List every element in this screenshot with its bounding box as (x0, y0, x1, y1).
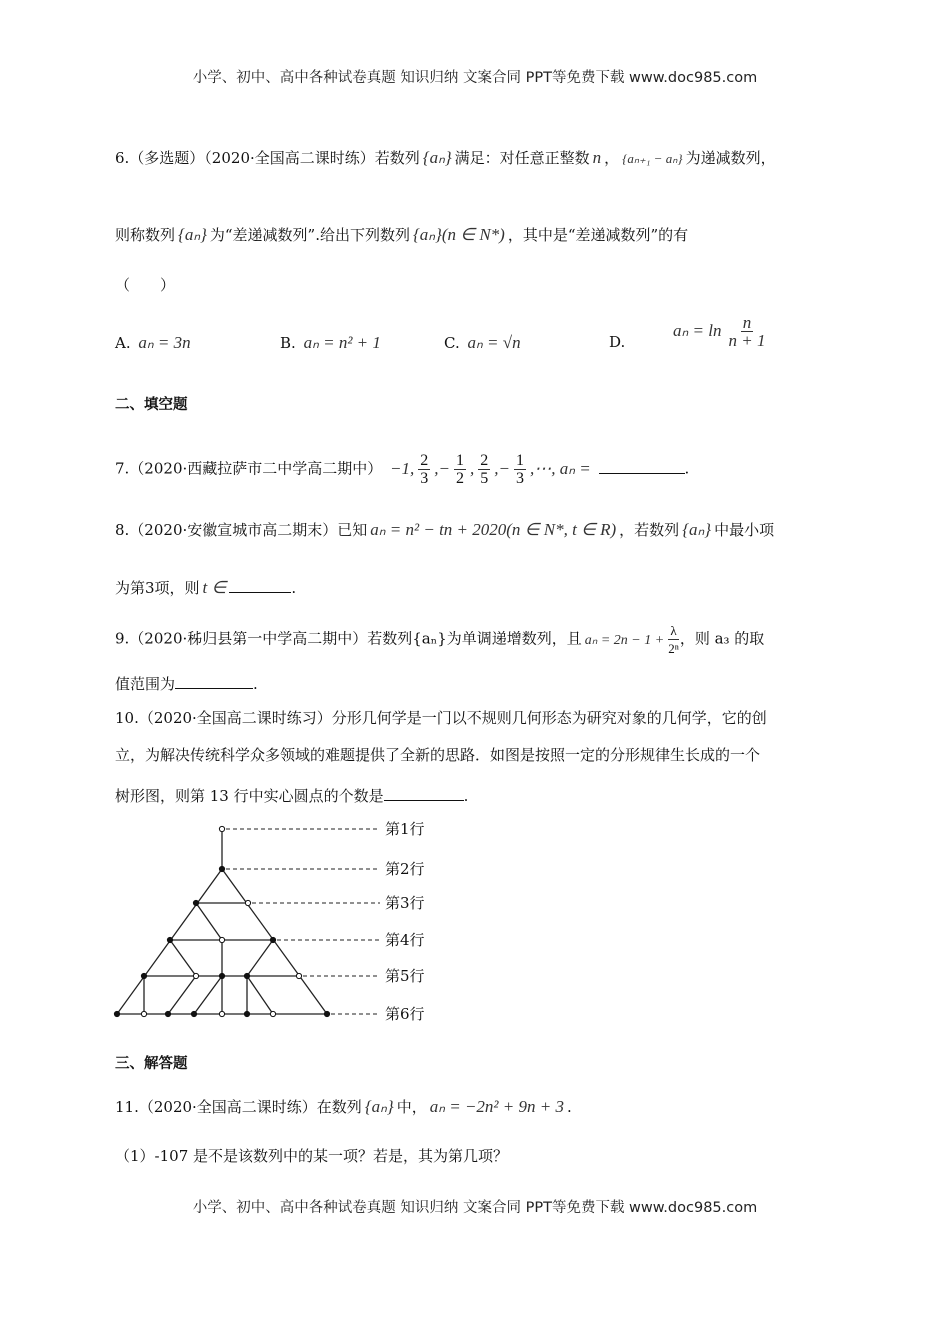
hollow-dot (296, 973, 301, 978)
hollow-dot (270, 1011, 275, 1016)
option-label: B. (280, 334, 296, 352)
hollow-dot (193, 973, 198, 978)
formula: aₙ = √n (467, 333, 521, 352)
solid-dot (114, 1011, 119, 1016)
formula: ,⋯, aₙ = (530, 458, 591, 478)
formula: aₙ = 2n − 1 + (584, 632, 665, 648)
text: 为第3项，则 (115, 579, 200, 597)
formula: t ∈ (202, 578, 227, 597)
hollow-dot (219, 1011, 224, 1016)
numerator: 2 (480, 452, 489, 469)
formula: aₙ = n² − tn + 2020(n ∈ N*, t ∈ R) (370, 520, 617, 539)
tree-edge (168, 976, 196, 1014)
numerator: 1 (456, 452, 465, 469)
hollow-dot (219, 826, 224, 831)
tree-edge (196, 903, 222, 940)
solid-dot (324, 1011, 329, 1016)
solid-dot (167, 937, 172, 942)
solid-dot (244, 1011, 249, 1016)
row-label: 第2行 (385, 860, 425, 878)
option-label: D. (609, 333, 626, 351)
text: ，若数列 (619, 521, 680, 539)
text: . (291, 579, 297, 597)
tree-edge (194, 976, 222, 1014)
solid-dot (193, 900, 198, 905)
text: 为递减数列， (685, 149, 776, 167)
tree-edge (247, 940, 273, 976)
text: . (566, 1098, 572, 1116)
text: 则称数列 (115, 226, 176, 244)
formula: {aₙ} (682, 520, 712, 539)
text: 为“差递减数列”.给出下列数列 (209, 226, 410, 244)
tree-edge (247, 976, 273, 1014)
formula: , (470, 458, 475, 478)
text: 树形图，则第 13 行中实心圆点的个数是 (115, 787, 384, 805)
q11-prefix: 11.（2020·全国高二课时练）在数列 (115, 1098, 362, 1116)
text: ， (604, 149, 620, 167)
formula: aₙ = −2n² + 9n + 3 (429, 1097, 564, 1116)
numerator: λ (670, 623, 677, 638)
formula: ,− (494, 458, 510, 478)
denominator: 5 (480, 470, 489, 487)
solid-dot (219, 973, 224, 978)
text: ，则 a₃ 的取 (679, 629, 765, 648)
solid-dot (270, 937, 275, 942)
formula: aₙ = 3n (138, 333, 191, 352)
text: . (684, 459, 690, 478)
formula: {aₙ}(n ∈ N*) (413, 225, 505, 244)
row-label: 第3行 (385, 894, 425, 912)
row-label: 第6行 (385, 1005, 425, 1023)
text: . (253, 675, 258, 693)
formula: {aₙ} (364, 1097, 394, 1116)
q10-line2: 立，为解决传统科学众多领域的难题提供了全新的思路．如图是按照一定的分形规律生长成的一个 (115, 746, 761, 764)
numerator: 2 (420, 452, 429, 469)
option-label: C. (444, 334, 460, 352)
hollow-dot (219, 937, 224, 942)
text: 中， (396, 1098, 427, 1116)
row-label: 第5行 (385, 967, 425, 985)
row-label: 第4行 (385, 931, 425, 949)
text: 满足：对任意正整数 (454, 149, 590, 167)
section-fill-in: 二、填空题 (115, 397, 188, 413)
section-answers: 三、解答题 (115, 1056, 188, 1072)
solid-dot (165, 1011, 170, 1016)
answer-paren: （ ） (115, 276, 176, 294)
row-label: 第1行 (385, 820, 425, 838)
formula: −1, (390, 458, 415, 478)
hollow-dot (245, 900, 250, 905)
tree-edge (170, 940, 196, 976)
denominator: 3 (516, 470, 524, 487)
denominator: n + 1 (728, 331, 766, 350)
text: 中最小项 (714, 521, 775, 539)
option-label: A. (115, 334, 131, 352)
formula: aₙ = n² + 1 (303, 333, 381, 352)
numerator: 1 (516, 452, 524, 469)
solid-dot (191, 1011, 196, 1016)
denominator: 3 (420, 470, 429, 487)
denominator: 2 (456, 470, 465, 487)
q10-line1: 10.（2020·全国高二课时练习）分形几何学是一门以不规则几何形态为研究对象的几何学，它的创 (115, 709, 767, 727)
q8-prefix: 8.（2020·安徽宣城市高二期末）已知 (115, 521, 368, 539)
formula: aₙ = ln (673, 320, 722, 340)
formula: n (592, 148, 602, 167)
solid-dot (141, 973, 146, 978)
denominator: 2ⁿ (668, 641, 679, 656)
formula: {aₙ} (178, 225, 207, 244)
formula: {aₙ₊₁ − aₙ} (622, 151, 683, 166)
q9-prefix: 9.（2020·秭归县第一中学高二期中）若数列{aₙ}为单调递增数列，且 (115, 629, 582, 648)
text: ，其中是“差递减数列”的有 (507, 226, 689, 244)
text: 值范围为 (115, 675, 176, 693)
hollow-dot (141, 1011, 146, 1016)
q7-prefix: 7.（2020·西藏拉萨市二中学高二期中） (115, 459, 383, 478)
text: . (463, 787, 469, 805)
page-footer: 小学、初中、高中各种试卷真题 知识归纳 文案合同 PPT等免费下载 www.doc985.com (192, 1200, 758, 1216)
solid-dot (244, 973, 249, 978)
numerator: n (742, 313, 752, 332)
page-header: 小学、初中、高中各种试卷真题 知识归纳 文案合同 PPT等免费下载 www.doc985.com (192, 70, 758, 86)
solid-dot (219, 866, 224, 871)
q6-prefix: 6.（多选题）（2020·全国高二课时练）若数列 (115, 149, 420, 167)
q11-part1: （1）-107 是不是该数列中的某一项？若是，其为第几项？ (115, 1147, 509, 1165)
q11 (115, 1097, 572, 1117)
formula: ,− (434, 458, 451, 478)
formula: {aₙ} (422, 148, 452, 167)
